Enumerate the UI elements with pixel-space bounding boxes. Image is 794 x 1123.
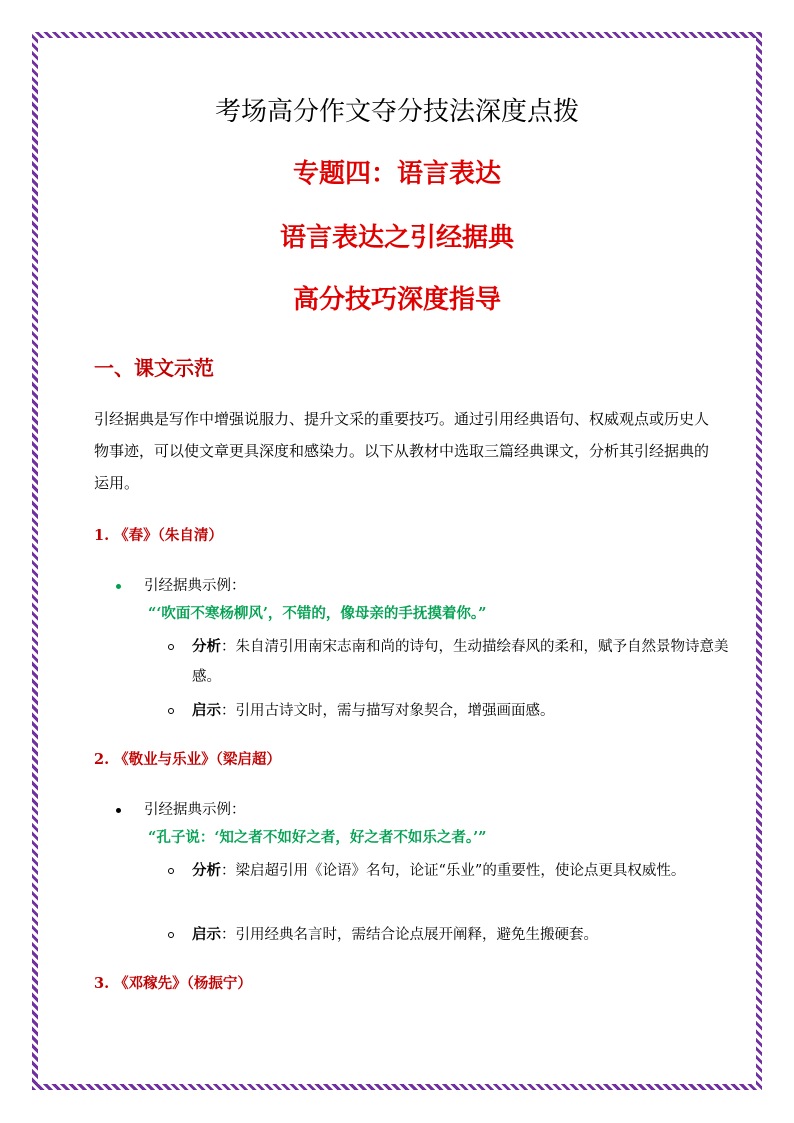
circle-bullet-icon — [168, 644, 174, 650]
intro-paragraph: 引经据典是写作中增强说服力、提升文采的重要技巧。通过引用经典语句、权威观点或历史人物事迹，可以使文章更具深度和感染力。以下从教材中选取三篇经典课文，分析其引经据典的运用。 — [94, 410, 710, 492]
lesson-2-analysis — [168, 856, 728, 916]
insight-text: ：引用古诗文时，需与描写对象契合，增强画面感。 — [221, 703, 555, 719]
lesson-2-insight — [168, 920, 728, 950]
bullet-dot-icon — [116, 808, 121, 813]
analysis-label: 分析 — [192, 638, 221, 655]
lesson-1-quote: “‘吹面不寒杨柳风’，不错的，像母亲的手抚摸着你。” — [148, 605, 487, 622]
circle-bullet-icon — [168, 868, 174, 874]
circle-bullet-icon — [168, 932, 174, 938]
main-title: 考场高分作文夺分技法深度点拨 — [214, 97, 579, 127]
lesson-2-heading: 2. 《敬业与乐业》（梁启超） — [94, 751, 281, 768]
bullet-label: 引经据典示例： — [144, 578, 246, 594]
circle-bullet-icon — [168, 708, 174, 714]
guide-title: 高分技巧深度指导 — [292, 285, 501, 315]
bullet-dot-icon — [116, 584, 121, 589]
lesson-1-insight — [168, 696, 728, 726]
bullet-label: 引经据典示例： — [144, 802, 246, 818]
insight-text: ：引用经典名言时，需结合论点展开阐释，避免生搬硬套。 — [221, 927, 598, 943]
lesson-1-analysis — [168, 632, 728, 692]
analysis-label: 分析 — [192, 862, 221, 879]
analysis-text: ：梁启超引用《论语》名句，论证“乐业”的重要性，使论点更具权威性。 — [221, 863, 686, 879]
insight-label: 启示 — [192, 926, 221, 943]
section-heading: 一、课文示范 — [94, 356, 214, 380]
subtopic-title: 语言表达之引经据典 — [279, 223, 514, 253]
lesson-3-heading: 3. 《邓稼先》（杨振宁） — [94, 975, 252, 992]
lesson-1-heading: 1. 《春》（朱自清） — [94, 527, 223, 544]
analysis-text: ：朱自清引用南宋志南和尚的诗句，生动描绘春风的柔和，赋予自然景物诗意美感。 — [192, 639, 729, 685]
insight-label: 启示 — [192, 702, 221, 719]
lesson-2-quote: “孔子说：‘知之者不如好之者，好之者不如乐之者。’” — [148, 829, 487, 846]
topic-title: 专题四：语言表达 — [292, 159, 501, 189]
